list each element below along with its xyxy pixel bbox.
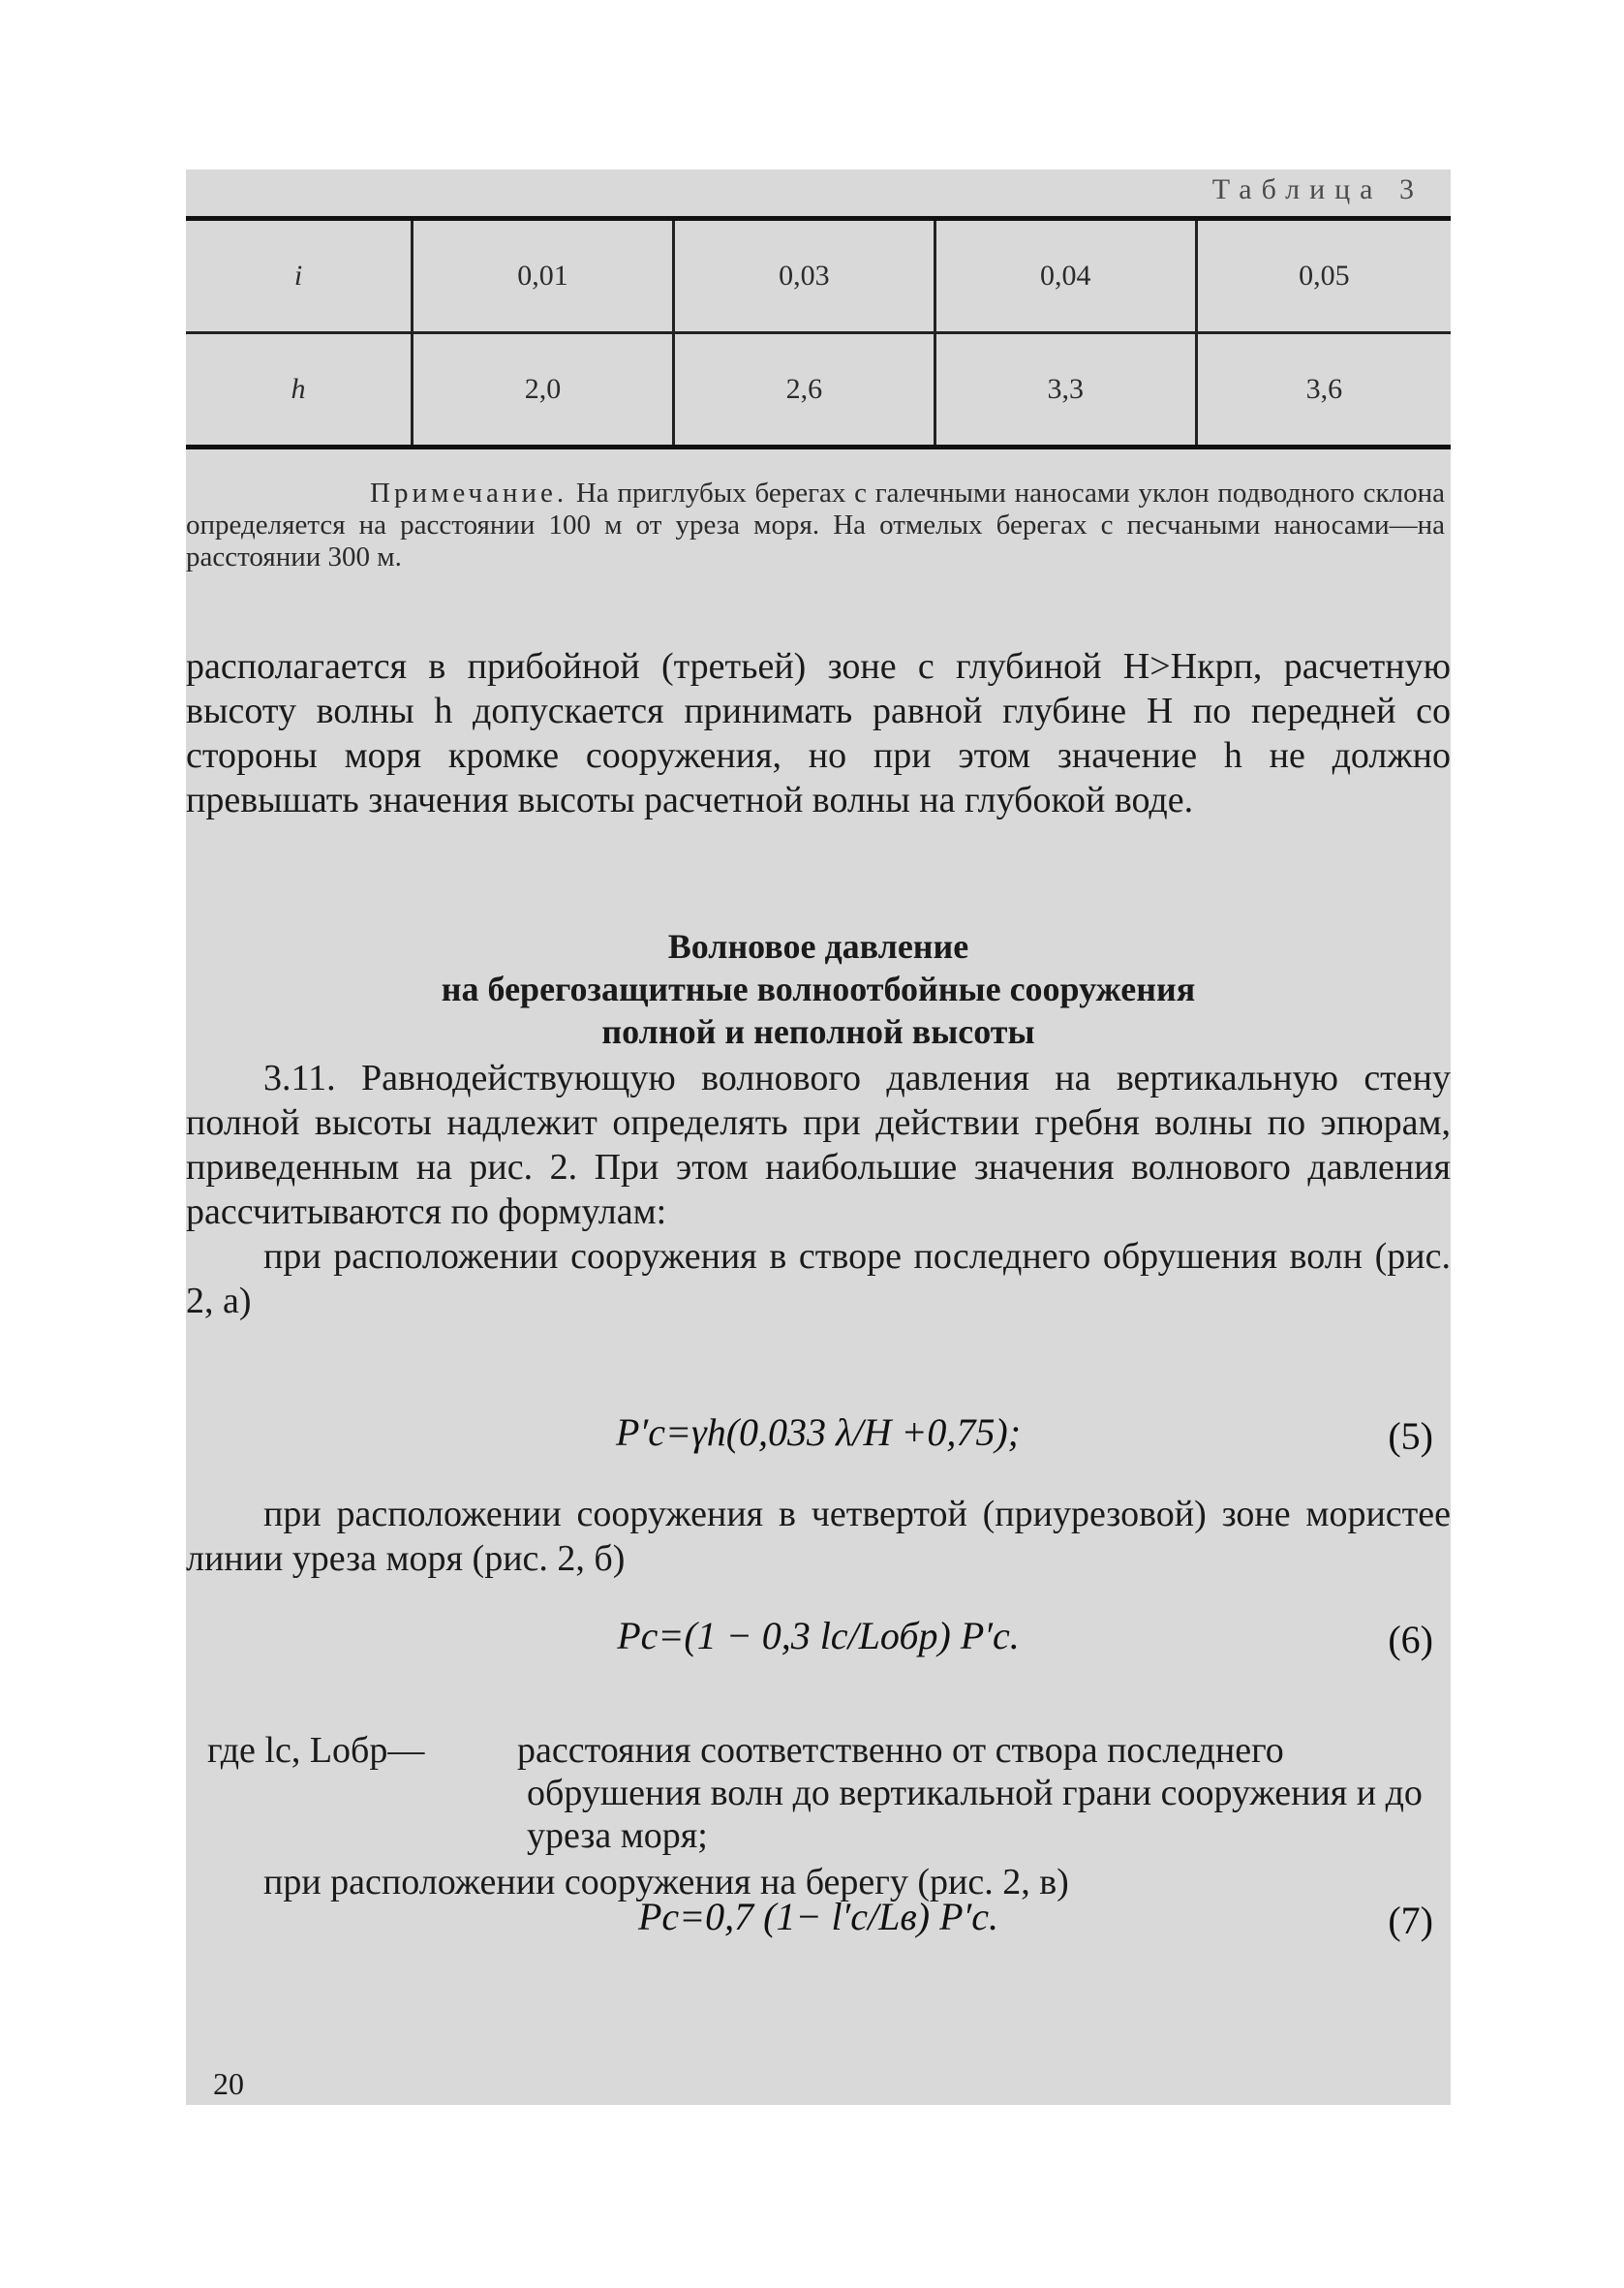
formula-7-expression: Pc=0,7 (1− l′c/Lв) P′c. — [637, 1895, 999, 1938]
paragraph-1: располагается в прибойной (третьей) зоне с глубиной H>Hкрп, расчетную высоту волны h допускается принимать равной глубине H по передней со стороны моря кромке сооружения, но при этом значение h не должно превышать значения высоты расчетной волны на глубокой воде. — [186, 646, 1451, 820]
formula-6-expression: Pc=(1 − 0,3 lc/Lобр) P′c. — [617, 1614, 1020, 1657]
paragraph-2 — [186, 1056, 1451, 1323]
data-table — [186, 216, 1451, 449]
paragraph-3: при расположении сооружения в четвертой (приурезовой) зоне мористее линии уреза моря (рис. 2, б) — [186, 1494, 1451, 1579]
heading-line-3: полной и неполной высоты — [601, 1012, 1035, 1051]
row-header-i: i — [186, 219, 413, 333]
table-row — [186, 219, 1451, 333]
heading-line-1: Волновое давление — [667, 927, 969, 966]
table-cell: 0,04 — [935, 219, 1196, 333]
table-cell: 0,01 — [413, 219, 674, 333]
table-cell: 0,05 — [1196, 219, 1451, 333]
where-definitions — [207, 1729, 1451, 1857]
formula-7 — [186, 1884, 1451, 1962]
formula-6 — [186, 1603, 1451, 1681]
formula-5 — [186, 1400, 1451, 1477]
where-text-2: обрушения волн до вертикальной грани сооружения и до уреза моря; — [527, 1773, 1423, 1856]
heading-line-2: на берегозащитные волноотбойные сооружения — [441, 970, 1196, 1008]
formula-5-number: (5) — [1388, 1414, 1433, 1458]
page-number: 20 — [213, 2066, 244, 2101]
table-title: Таблица 3 — [1211, 173, 1424, 205]
table-cell: 3,6 — [1196, 333, 1451, 448]
where-text-1: расстояния соответственно от створа последнего — [517, 1730, 1284, 1771]
table-cell: 2,6 — [673, 333, 935, 448]
table-row — [186, 333, 1451, 448]
formula-6-number: (6) — [1388, 1618, 1433, 1661]
paragraph-2-continuation: при расположении сооружения в створе последнего обрушения волн (рис. 2, а) — [186, 1236, 1451, 1321]
note-text: На приглубых берегах с галечными наносами уклон подводного склона определяется на расстоянии 100 м от уреза моря. На отмелых берегах с песчаными наносами—на расстоянии 300 м. — [186, 478, 1445, 572]
formula-7-number: (7) — [1388, 1899, 1433, 1942]
where-label: где lc, Lобр— — [207, 1730, 425, 1771]
table-cell: 0,03 — [673, 219, 935, 333]
paragraph-4: при расположении сооружения на берегу (рис. 2, в) — [263, 1862, 1069, 1902]
document-page — [186, 170, 1451, 2105]
paragraph-2-main: 3.11. Равнодействующую волнового давления на вертикальную стену полной высоты надлежит определять при действии гребня волны по эпюрам, приведенным на рис. 2. При этом наибольшие значения волнового давления рассчитываются по формулам: — [186, 1058, 1451, 1232]
row-header-h: h — [186, 333, 413, 448]
note-label: Примечание. — [370, 478, 568, 509]
section-heading — [186, 925, 1451, 1053]
formula-5-expression: P′c=γh(0,033 λ/H +0,75); — [616, 1410, 1021, 1454]
table-cell: 2,0 — [413, 333, 674, 448]
table-cell: 3,3 — [935, 333, 1196, 448]
table-note — [186, 478, 1445, 573]
